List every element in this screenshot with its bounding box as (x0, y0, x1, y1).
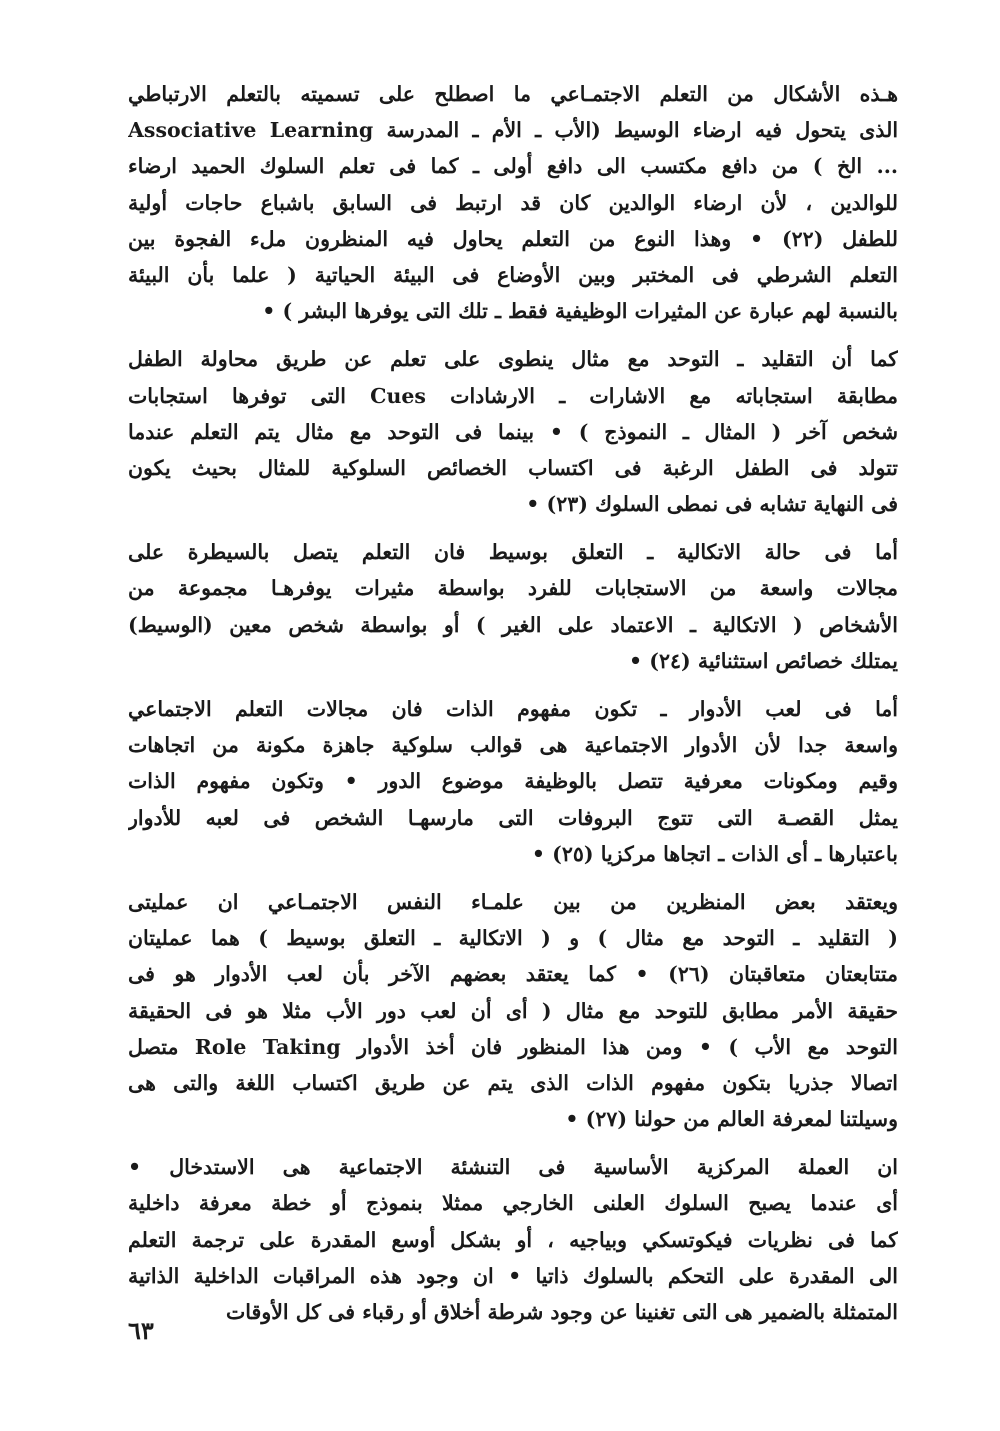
text-line: ( التقليد ـ التوحد مع مثال ) و ( الاتكالية ـ التعلق بوسيط ) هما عمليتان (128, 926, 898, 951)
text-line: تتولد فى الطفل الرغبة فى اكتساب الخصائص السلوكية للمثال بحيث يكون (128, 455, 898, 480)
text-line: يمتلك خصائص استثنائية (٢٤) • (629, 648, 898, 673)
text-line: اتصالا جذريا بتكون مفهوم الذات الذى يتم عن طريق اكتساب اللغة والتى هى (128, 1070, 898, 1095)
text-line: متتابعتان متعاقبتان (٢٦) • كما يعتقد بعضهم الآخر بأن لعب الأدوار هو فى (128, 962, 898, 987)
text-line: ويعتقد بعض المنظرين من بين علمـاء النفس الاجتمـاعي ان عمليتى (128, 889, 898, 914)
text-line: وقيم ومكونات معرفية تتصل بالوظيفة موضوع الدور • وتكون مفهوم الذات (128, 769, 898, 794)
text-line: شخص آخر ( المثال ـ النموذج ) • بينما فى التوحد مع مثال يتم التعلم عندما (128, 419, 898, 444)
paragraph (128, 884, 898, 1137)
paragraph (128, 534, 898, 679)
text-line: كما أن التقليد ـ التوحد مع مثال ينطوى على تعلم عن طريق محاولة الطفل (128, 347, 898, 372)
text-line: وسيلتنا لمعرفة العالم من حولنا (٢٧) • (565, 1107, 898, 1132)
text-line: المتمثلة بالضمير هى التى تغنينا عن وجود شرطة أخلاق أو رقباء فى كل الأوقات (225, 1300, 898, 1324)
text-line: الى المقدرة على التحكم بالسلوك ذاتيا • ان وجود هذه المراقبات الداخلية الذاتية (128, 1263, 898, 1288)
text-line: التعلم الشرطي فى المختبر وبين الأوضاع فى البيئة الحياتية ( علما بأن البيئة (128, 262, 898, 287)
page-body (128, 76, 898, 1330)
text-line: للوالدين ، لأن ارضاء الوالدين كان قد ارتبط فى السابق باشباع حاجات أولية (128, 190, 898, 215)
text-line: أما فى لعب الأدوار ـ تكون مفهوم الذات فان مجالات التعلم الاجتماعي (128, 697, 898, 721)
text-line: مطابقة استجاباته مع الاشارات ـ الارشادات Cues التى توفرها استجابات (128, 383, 898, 408)
text-line: واسعة جدا لأن الأدوار الاجتماعية هى قوالب سلوكية جاهزة مكونة من اتجاهات (128, 733, 898, 758)
text-line: أما فى حالة الاتكالية ـ التعلق بوسيط فان التعلم يتصل بالسيطرة على (128, 540, 898, 565)
text-line: أى عندما يصبح السلوك العلنى الخارجي ممثلا بنموذج أو خطة معرفة داخلية (128, 1191, 898, 1216)
text-line: الأشخاص ( الاتكالية ـ الاعتماد على الغير ) أو بواسطة شخص معين (الوسيط) (128, 612, 898, 637)
text-line: يمثل القصـة التى تتوج البروفات التى مارسهـا الشخص فى لعبه للأدوار (128, 805, 898, 830)
text-line: كما فى نظريات فيكوتسكي وبياجيه ، أو بشكل أوسع المقدرة على ترجمة التعلم (128, 1227, 898, 1252)
paragraph (128, 691, 898, 872)
paragraph (128, 76, 898, 329)
text-line: Associative Learning الذى يتحول فيه ارضاء الوسيط (الأب ـ الأم ـ المدرسة (128, 118, 898, 143)
text-line: للطفل (٢٢) • وهذا النوع من التعلم يحاول فيه المنظرون ملء الفجوة بين (128, 226, 898, 251)
text-line: التوحد مع الأب ) • ومن هذا المنظور فان أخذ الأدوار Role Taking متصل (128, 1034, 898, 1059)
text-line: ان العملة المركزية الأساسية فى التنشئة الاجتماعية هى الاستدخال • (128, 1155, 898, 1180)
paragraph (128, 341, 898, 522)
text-line: هـذه الأشكال من التعلم الاجتمـاعي ما اصطلح على تسميته بالتعلم الارتباطي (128, 82, 898, 106)
text-line: باعتبارها ـ أى الذات ـ اتجاها مركزيا (٢٥) • (531, 841, 898, 866)
page-number: ٦٣ (128, 1316, 154, 1345)
text-line: ... الخ ) من دافع مكتسب الى دافع أولى ـ كما فى تعلم السلوك الحميد ارضاء (128, 154, 898, 179)
text-line: بالنسبة لهم عبارة عن المثيرات الوظيفية فقط ـ تلك التى يوفرها البشر ) • (262, 299, 898, 324)
paragraph (128, 1149, 898, 1330)
text-line: حقيقة الأمر مطابق للتوحد مع مثال ( أى أن لعب دور الأب مثلا هو فى الحقيقة (128, 998, 898, 1023)
text-line: فى النهاية تشابه فى نمطى السلوك (٢٣) • (526, 492, 898, 517)
text-line: مجالات واسعة من الاستجابات للفرد بواسطة مثيرات يوفرهـا مجموعة من (128, 576, 898, 601)
